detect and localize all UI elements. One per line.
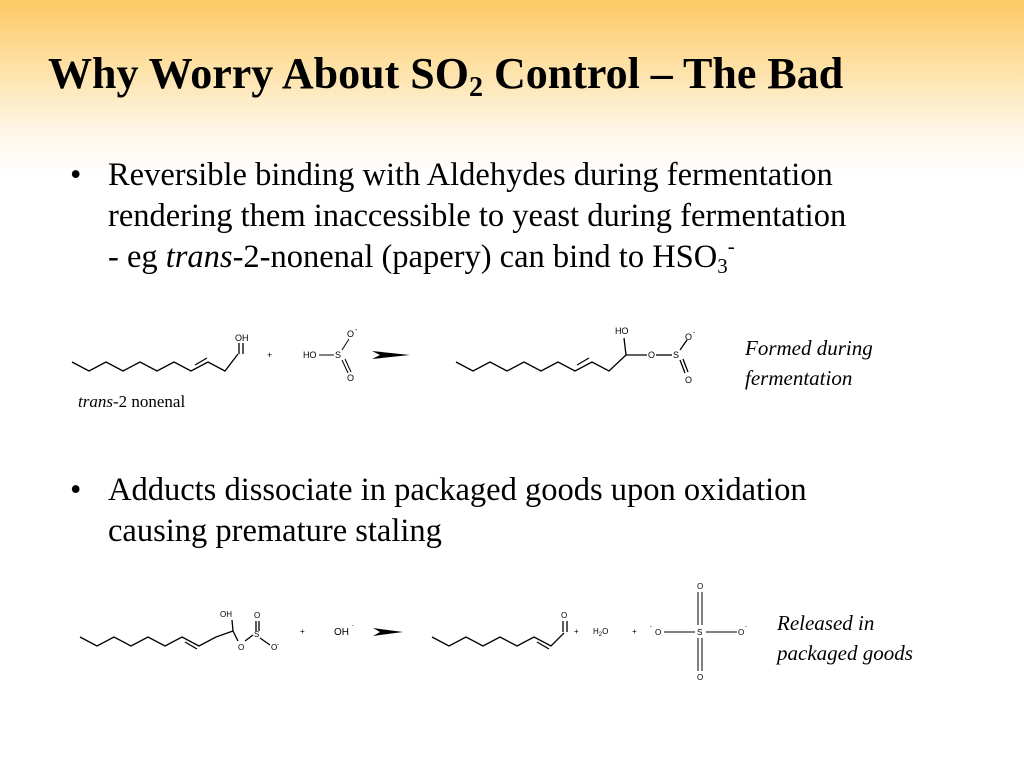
- italic-term: trans: [165, 239, 233, 275]
- note-line: Released in: [777, 611, 875, 635]
- reaction-arrow: [373, 628, 403, 636]
- bullet-line: rendering them inaccessible to yeast during fermentation: [108, 198, 847, 234]
- atom-label: O: [561, 611, 568, 620]
- bullet-line: causing premature staling: [108, 513, 442, 549]
- atom-label: O: [602, 627, 609, 636]
- note-released-in-packaged-goods: [777, 608, 913, 668]
- atom-label: O: [738, 628, 745, 637]
- caption-text: -2 nonenal: [112, 392, 186, 411]
- atom-label: HO: [615, 326, 629, 336]
- charge-label: -: [355, 327, 358, 334]
- atom-label: H: [593, 627, 599, 636]
- plus-sign: +: [574, 627, 579, 636]
- line-text: - eg: [108, 239, 166, 275]
- atom-label: OH: [220, 610, 232, 619]
- plus-sign: +: [267, 350, 273, 360]
- atom-label: O: [254, 611, 261, 620]
- atom-label: OH: [235, 333, 249, 343]
- nonenal-product-structure: [432, 621, 567, 649]
- note-formed-during-fermentation: [745, 333, 873, 393]
- slide-title: [48, 46, 843, 102]
- atom-label: S: [335, 350, 342, 360]
- bullet-line: Adducts dissociate in packaged goods upon oxidation: [108, 472, 807, 508]
- atom-label: O: [648, 350, 656, 360]
- reaction-arrow: [372, 351, 410, 359]
- bullet-marker: •: [70, 157, 82, 193]
- note-line: packaged goods: [777, 641, 913, 665]
- atom-label: S: [254, 630, 260, 639]
- atom-label: O: [685, 375, 693, 385]
- plus-sign: +: [300, 627, 305, 636]
- nonenal-structure: [72, 343, 243, 371]
- atom-label: O: [685, 332, 693, 342]
- compound-caption: [78, 392, 185, 412]
- bullet-line: [108, 234, 846, 278]
- bullet-line: Reversible binding with Aldehydes during fermentation: [108, 157, 833, 193]
- charge-label: -: [745, 624, 747, 630]
- atom-label: O: [655, 628, 662, 637]
- atom-label: OH: [334, 627, 349, 638]
- atom-label: HO: [303, 350, 317, 360]
- atom-label: O: [347, 329, 355, 339]
- line-text: -2-nonenal (papery) can bind to HSO: [232, 239, 718, 275]
- atom-label: O: [271, 643, 278, 652]
- note-line: fermentation: [745, 366, 853, 390]
- atom-label: O: [697, 582, 704, 591]
- superscript: -: [727, 234, 735, 258]
- charge-label: -: [650, 624, 652, 630]
- plus-sign: +: [632, 627, 637, 636]
- title-suffix: Control – The Bad: [482, 49, 844, 98]
- note-line: Formed during: [745, 336, 873, 360]
- atom-label: S: [697, 628, 703, 637]
- atom-label: O: [347, 373, 355, 383]
- atom-label: O: [238, 643, 245, 652]
- title-prefix: Why Worry About SO: [48, 49, 469, 98]
- molecule-label: [593, 627, 608, 638]
- bullet-text: [108, 470, 807, 552]
- charge-label: -: [352, 623, 354, 629]
- subscript: 3: [717, 254, 728, 278]
- atom-label: O: [697, 673, 704, 682]
- bullet-marker: •: [70, 472, 82, 508]
- charge-label: -: [277, 642, 279, 648]
- italic-term: trans: [78, 392, 113, 411]
- title-subscript: 2: [468, 72, 483, 103]
- subscript: 2: [598, 632, 603, 638]
- bullet-text: [108, 155, 846, 278]
- charge-label: -: [693, 330, 696, 337]
- atom-label: S: [673, 350, 680, 360]
